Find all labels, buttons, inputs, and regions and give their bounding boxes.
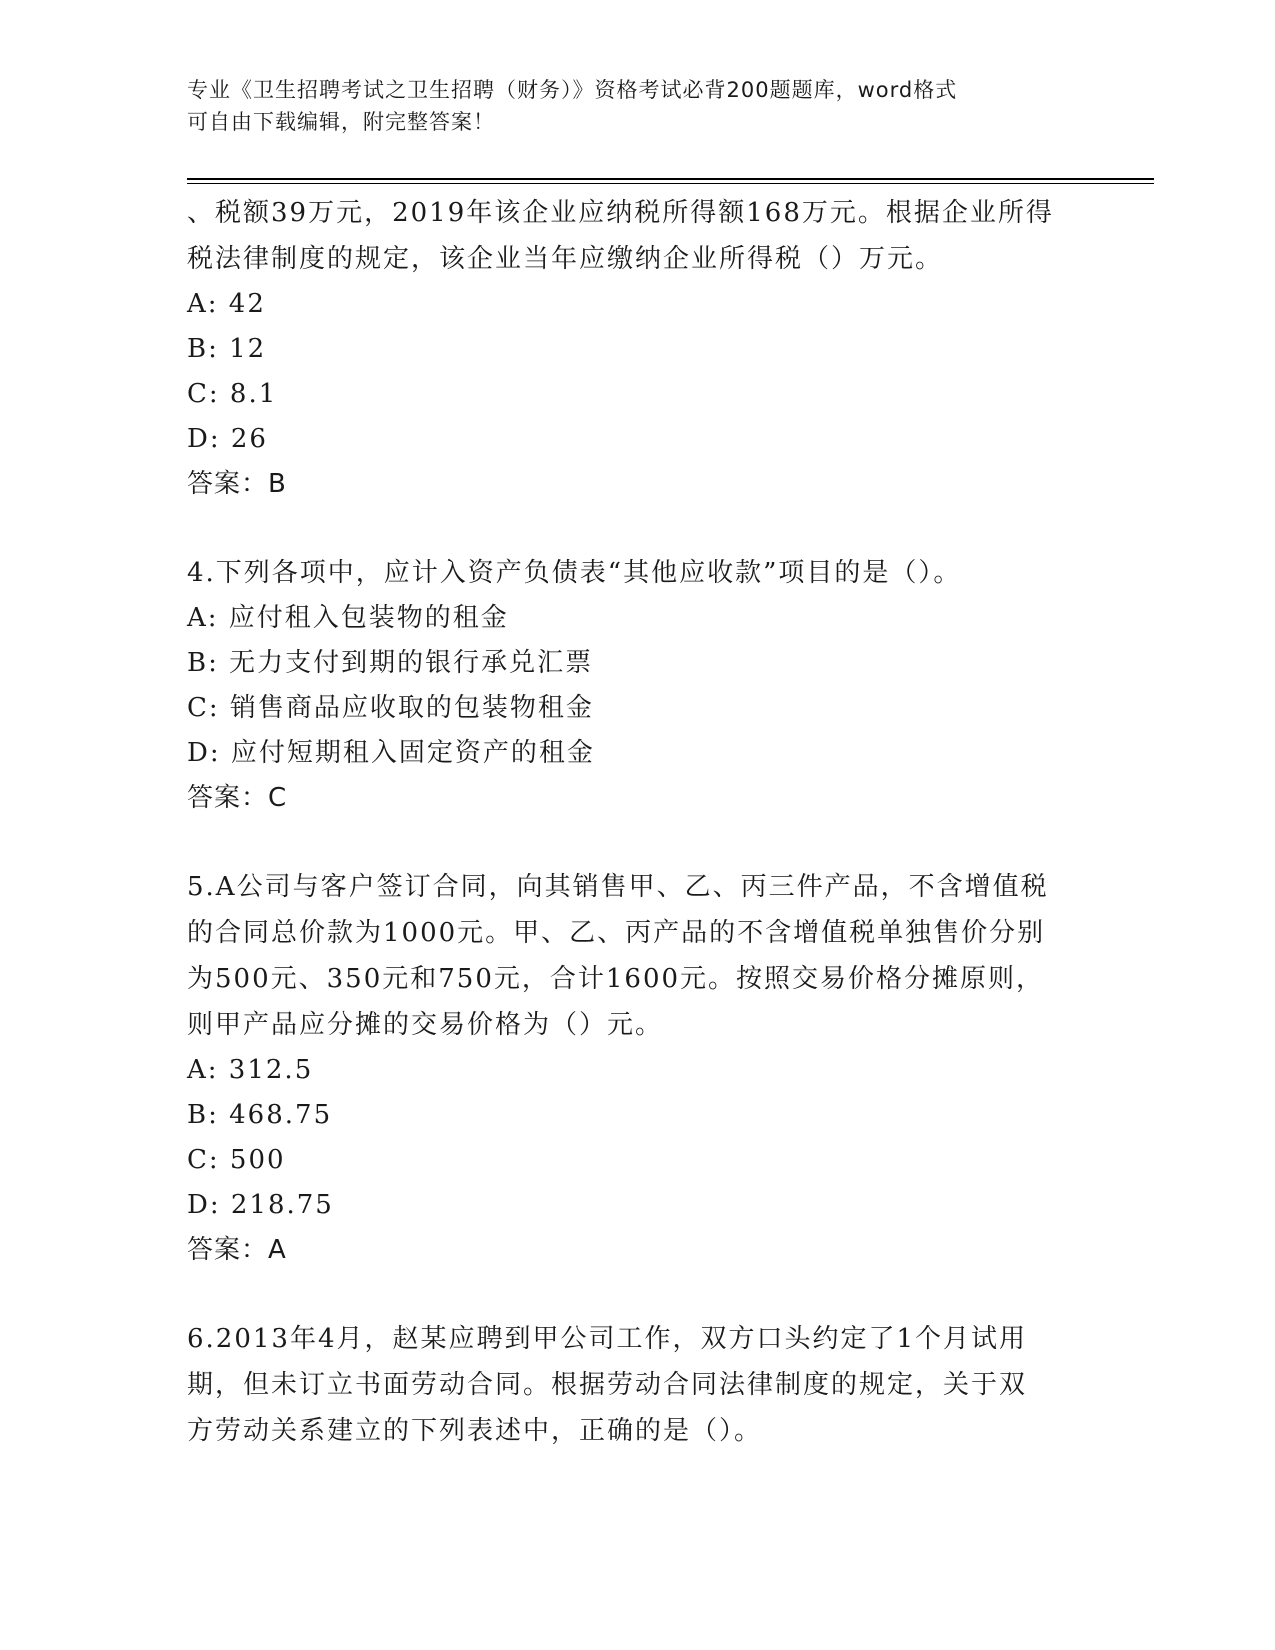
- document-body: [187, 190, 1147, 1454]
- question-text: 为500元、350元和750元，合计1600元。按照交易价格分摊原则，: [187, 964, 1045, 994]
- question-text: 5.A公司与客户签订合同，向其销售甲、乙、丙三件产品，不含增值税: [187, 872, 1049, 902]
- question-text: 期，但未订立书面劳动合同。根据劳动合同法律制度的规定，关于双: [187, 1370, 1028, 1400]
- option-c: C: 500: [187, 1145, 286, 1175]
- option-d: D: 应付短期租入固定资产的租金: [187, 738, 595, 768]
- option-a: A: 312.5: [187, 1055, 314, 1085]
- option-a: A: 42: [187, 289, 266, 319]
- option-d: D: 218.75: [187, 1190, 334, 1220]
- option-c: C: 销售商品应收取的包装物租金: [187, 693, 594, 723]
- question-6: [187, 1316, 1147, 1454]
- spacer: [187, 820, 1147, 864]
- option-b: B: 无力支付到期的银行承兑汇票: [187, 648, 594, 678]
- question-5: [187, 864, 1147, 1272]
- answer-label: 答案：A: [187, 1235, 287, 1265]
- option-d: D: 26: [187, 424, 268, 454]
- answer-label: 答案：C: [187, 783, 288, 813]
- question-text: 4.下列各项中，应计入资产负债表“其他应收款”项目的是（）。: [187, 558, 962, 588]
- question-3: [187, 190, 1147, 506]
- option-a: A: 应付租入包装物的租金: [187, 603, 509, 633]
- question-text: 方劳动关系建立的下列表述中，正确的是（）。: [187, 1416, 763, 1446]
- question-text: 6.2013年4月，赵某应聘到甲公司工作，双方口头约定了1个月试用: [187, 1324, 1028, 1354]
- spacer: [187, 506, 1147, 550]
- header-title-line1: 专业《卫生招聘考试之卫生招聘（财务）》资格考试必背200题题库，word格式: [187, 78, 958, 102]
- question-text: 、税额39万元，2019年该企业应纳税所得额168万元。根据企业所得: [187, 198, 1054, 228]
- document-header: [187, 74, 1067, 138]
- spacer: [187, 1272, 1147, 1316]
- option-b: B: 12: [187, 334, 267, 364]
- option-b: B: 468.75: [187, 1100, 333, 1130]
- question-4: [187, 550, 1147, 820]
- header-title-line2: 可自由下载编辑，附完整答案！: [187, 110, 495, 134]
- header-divider-thick: [187, 178, 1154, 180]
- question-text: 的合同总价款为1000元。甲、乙、丙产品的不含增值税单独售价分别: [187, 918, 1046, 948]
- answer-label: 答案：B: [187, 469, 287, 499]
- option-c: C: 8.1: [187, 379, 278, 409]
- question-text: 则甲产品应分摊的交易价格为（）元。: [187, 1010, 664, 1040]
- question-text: 税法律制度的规定，该企业当年应缴纳企业所得税（）万元。: [187, 244, 944, 274]
- header-divider-thin: [187, 183, 1154, 184]
